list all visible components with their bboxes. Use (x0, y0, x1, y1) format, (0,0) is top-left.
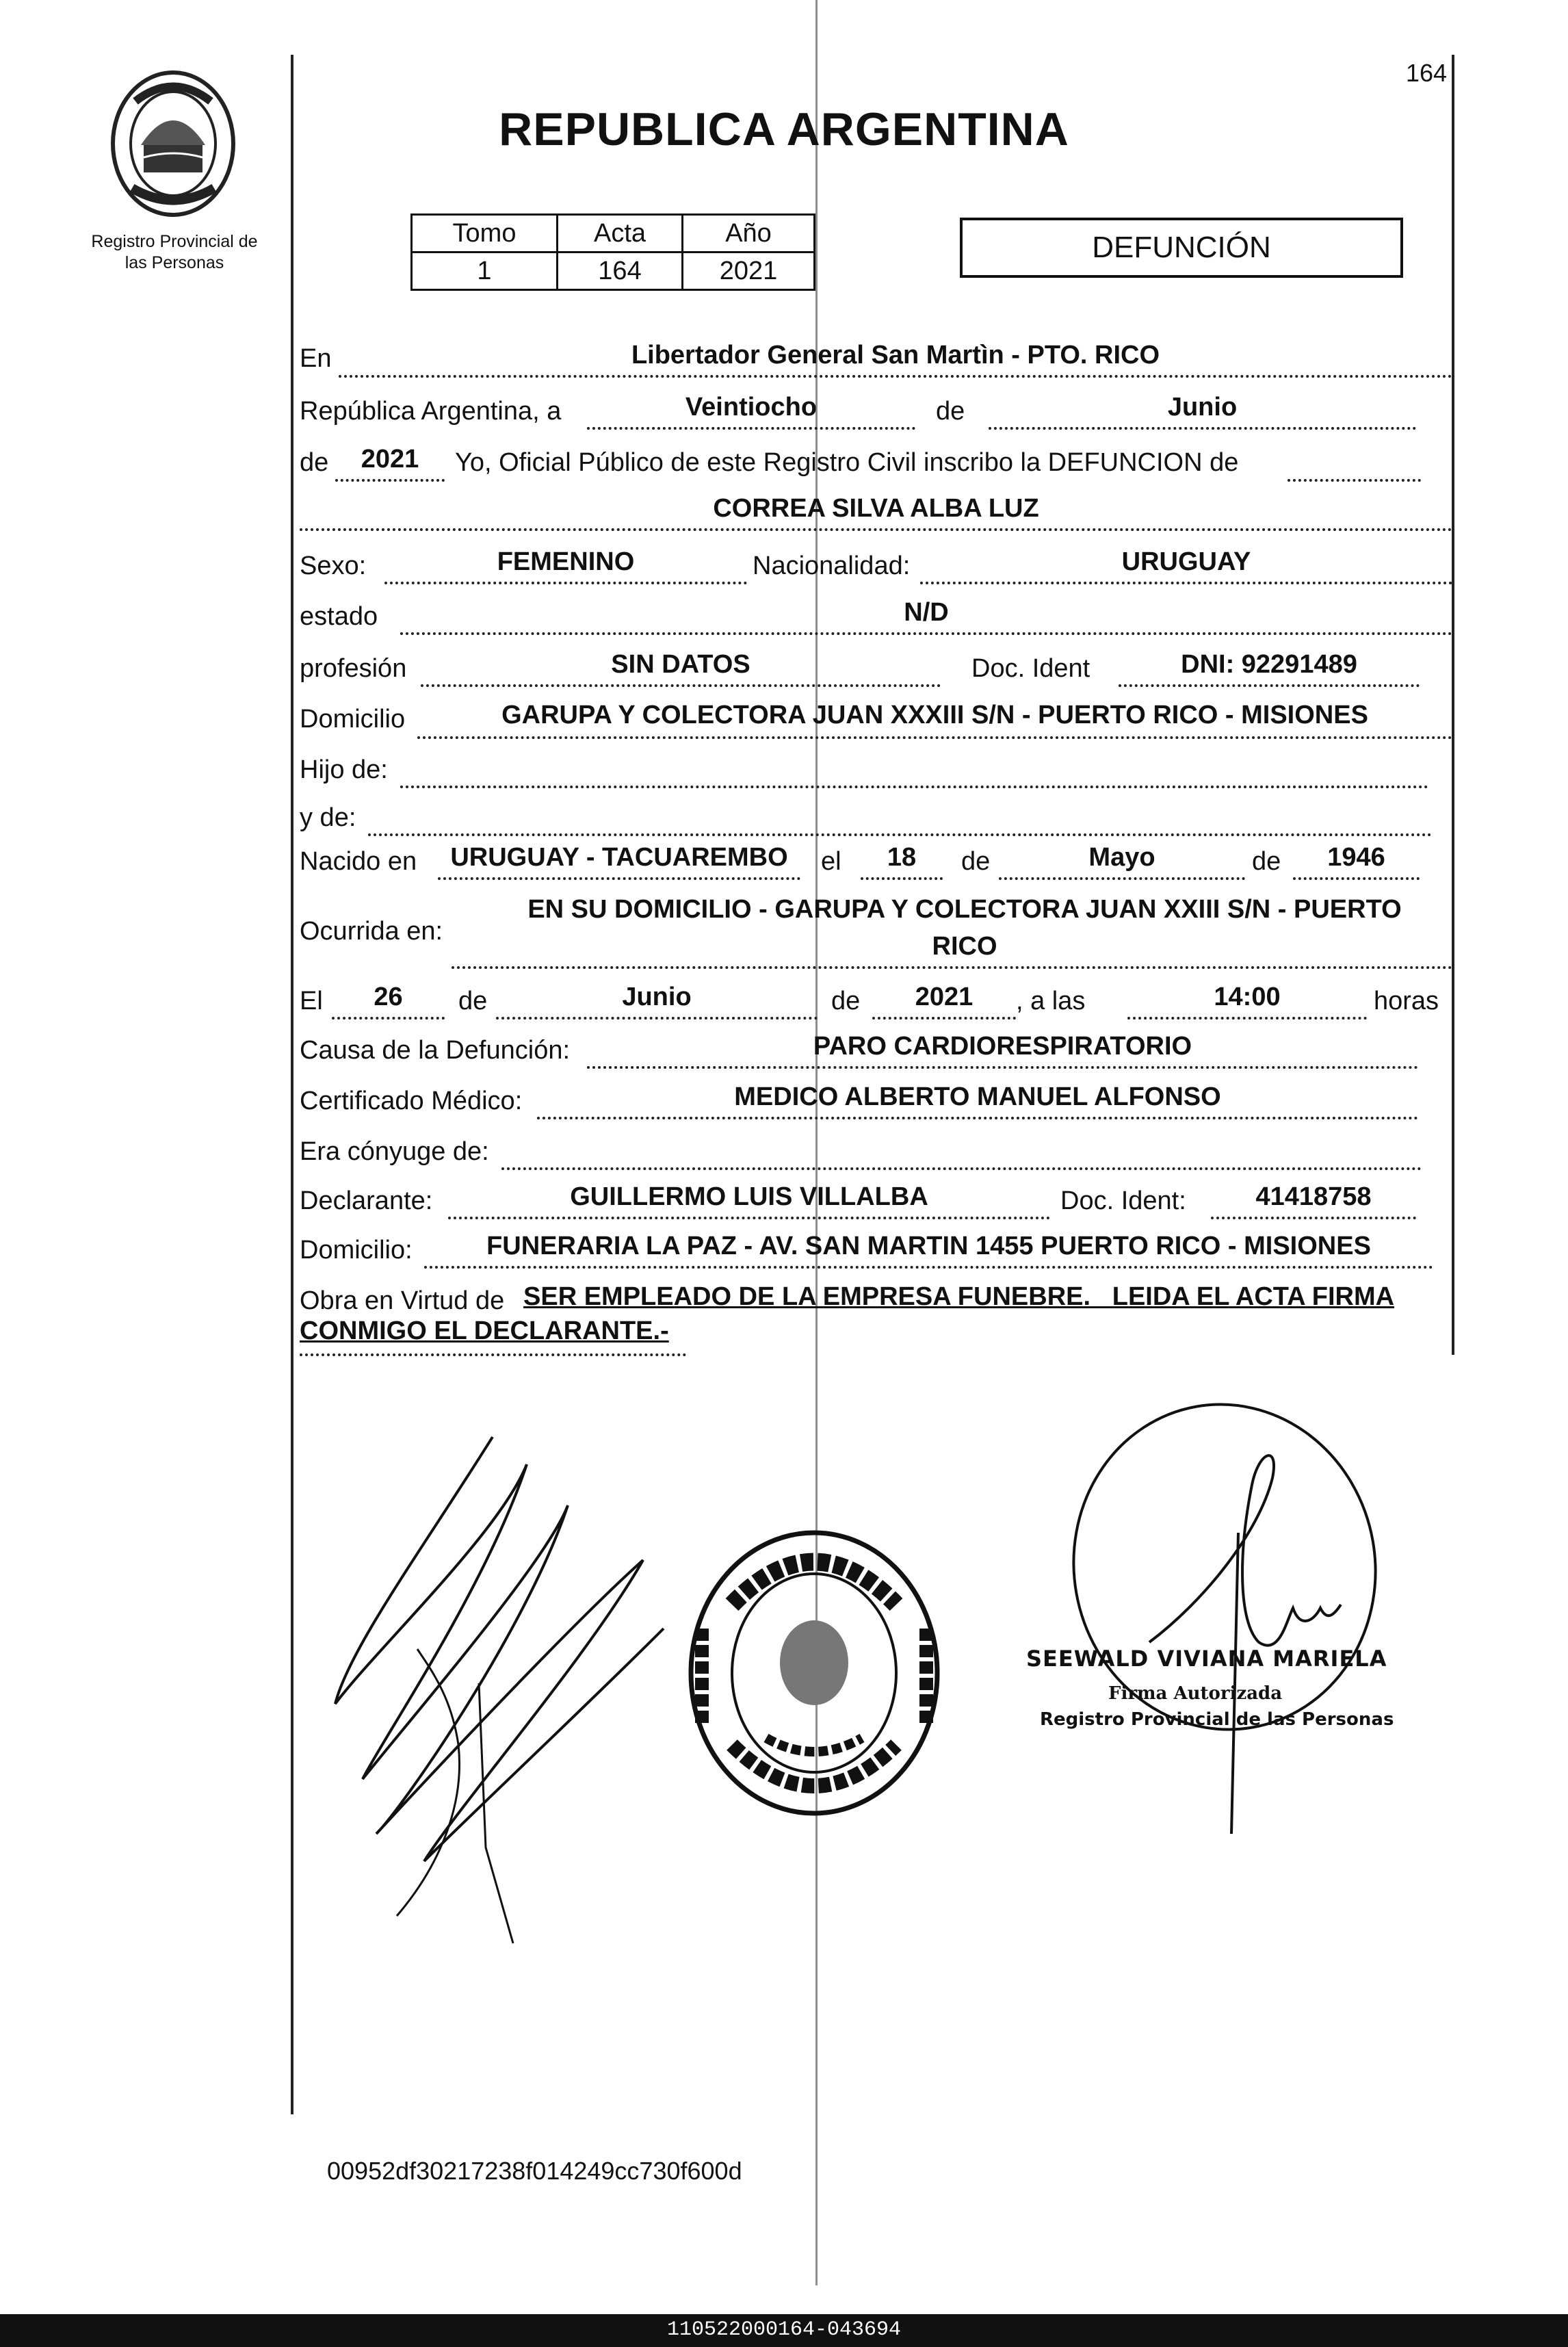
born-place-value: URUGUAY - TACUAREMBO (450, 843, 788, 872)
certificate-label: Certificado Médico: (300, 1087, 523, 1115)
value-ano: 2021 (683, 252, 815, 290)
cause-label: Causa de la Defunción: (300, 1036, 571, 1065)
sex-label: Sexo: (300, 552, 367, 580)
doc-value: DNI: 92291489 (1181, 650, 1357, 679)
day-line (587, 427, 915, 430)
record-type-box: DEFUNCIÓN (960, 218, 1403, 278)
birth-day-value: 18 (887, 843, 917, 872)
acts-line1: SER EMPLEADO DE LA EMPRESA FUNEBRE._ LEIDA EL ACTA FIRMA (523, 1282, 1395, 1311)
header-ano: Año (683, 215, 815, 252)
certificate-line (537, 1117, 1418, 1119)
nationality-value: URUGUAY (1121, 547, 1251, 576)
death-time-line (1127, 1017, 1367, 1020)
date-el-label: El (300, 987, 323, 1015)
address-line (417, 736, 1452, 739)
document-hash: 00952df30217238f014249cc730f600d (327, 2157, 742, 2185)
en-label: En (300, 344, 332, 373)
profession-line (421, 684, 941, 687)
birth-month-value: Mayo (1088, 843, 1155, 872)
born-label: Nacido en (300, 847, 417, 876)
birth-year-value: 1946 (1327, 843, 1385, 872)
el-label: el (821, 847, 841, 876)
official-name: SEEWALD VIVIANA MARIELA (1026, 1646, 1387, 1672)
registry-name-line2: las Personas (125, 253, 224, 272)
declarant-address-line (424, 1266, 1433, 1269)
record-table-header-row (412, 215, 815, 252)
acts-line (300, 1353, 686, 1356)
profession-label: profesión (300, 654, 407, 683)
registry-name-line1: Registro Provincial de (91, 232, 258, 251)
declarant-label: Declarante: (300, 1187, 433, 1215)
declarant-address-label: Domicilio: (300, 1236, 413, 1265)
child-of-label: Hijo de: (300, 755, 388, 784)
inscribe-line (1288, 479, 1421, 482)
birth-de1-label: de (961, 847, 991, 876)
page-number: 164 (1406, 59, 1448, 87)
deceased-name-line (300, 528, 1452, 531)
nationality-line (920, 582, 1452, 584)
doc-label: Doc. Ident (971, 654, 1090, 683)
header-acta: Acta (558, 215, 683, 252)
record-table-value-row (412, 252, 815, 290)
address-label: Domicilio (300, 705, 406, 734)
declarant-doc-value: 41418758 (1255, 1182, 1372, 1211)
header-tomo: Tomo (412, 215, 558, 252)
at-label: , a las (1016, 987, 1086, 1015)
marital-line (400, 632, 1452, 635)
year-value: 2021 (361, 445, 419, 474)
death-month-value: Junio (622, 983, 692, 1011)
registry-name (75, 231, 274, 274)
marital-value: N/D (904, 598, 949, 627)
declarant-address-value: FUNERARIA LA PAZ - AV. SAN MARTIN 1455 PUERTO RICO - MISIONES (486, 1232, 1371, 1260)
birth-de2-label: de (1252, 847, 1281, 876)
value-tomo: 1 (412, 252, 558, 290)
hours-label: horas (1374, 987, 1439, 1015)
doc-line (1119, 684, 1420, 687)
occurred-line1: EN SU DOMICILIO - GARUPA Y COLECTORA JUAN XXIII S/N - PUERTO (527, 895, 1402, 924)
de-label: de (936, 397, 965, 426)
occurred-line2: RICO (932, 932, 997, 961)
occurred-line (452, 966, 1452, 969)
death-day-value: 26 (374, 983, 403, 1011)
spouse-label: Era cónyuge de: (300, 1137, 489, 1166)
cause-value: PARO CARDIORESPIRATORIO (813, 1032, 1192, 1061)
cause-line (587, 1066, 1418, 1069)
value-acta: 164 (558, 252, 683, 290)
day-text: Veintiocho (685, 393, 818, 422)
registry-stamp-icon (684, 1526, 944, 1820)
page-title: REPUBLICA ARGENTINA (499, 103, 1069, 155)
and-of-line (368, 833, 1432, 836)
place-line (339, 375, 1452, 378)
address-value: GARUPA Y COLECTORA JUAN XXXIII S/N - PUERTO RICO - MISIONES (501, 701, 1368, 729)
death-day-line (332, 1017, 445, 1020)
birth-day-line (861, 877, 943, 880)
document-code: 110522000164-043694 (666, 2318, 902, 2342)
death-time-value: 14:00 (1214, 983, 1281, 1011)
declarant-value: GUILLERMO LUIS VILLALBA (570, 1182, 928, 1211)
sex-line (384, 582, 747, 584)
and-of-label: y de: (300, 803, 356, 832)
acts-line2: CONMIGO EL DECLARANTE.- (300, 1317, 669, 1345)
child-of-line (400, 786, 1428, 788)
year-prefix-label: de (300, 448, 329, 477)
country-label: República Argentina, a (300, 397, 562, 426)
sex-value: FEMENINO (497, 547, 635, 576)
declarant-doc-label: Doc. Ident: (1060, 1187, 1186, 1215)
death-year-line (872, 1017, 1016, 1020)
month-line (989, 427, 1416, 430)
nationality-label: Nacionalidad: (753, 552, 911, 580)
birth-year-line (1293, 877, 1420, 880)
death-month-line (496, 1017, 818, 1020)
official-signature-icon (1054, 1396, 1382, 1875)
born-place-line (438, 877, 800, 880)
certificate-value: MEDICO ALBERTO MANUEL ALFONSO (734, 1082, 1221, 1111)
death-de2-label: de (831, 987, 861, 1015)
record-table (410, 213, 815, 291)
official-role: Firma Autorizada (1108, 1683, 1283, 1704)
official-office: Registro Provincial de las Personas (1040, 1709, 1394, 1730)
occurred-label: Ocurrida en: (300, 917, 443, 946)
marital-label: estado (300, 602, 378, 631)
profession-value: SIN DATOS (611, 650, 750, 679)
death-de1-label: de (458, 987, 488, 1015)
declarant-line (448, 1217, 1050, 1219)
declarant-signature-icon (322, 1423, 691, 1957)
birth-month-line (999, 877, 1245, 880)
place-value: Libertador General San Martìn - PTO. RICO (631, 341, 1160, 369)
declarant-doc-line (1211, 1217, 1416, 1219)
spouse-line (501, 1167, 1422, 1170)
inscribe-text: Yo, Oficial Público de este Registro Civil inscribo la DEFUNCION de (455, 448, 1239, 477)
left-margin-line (291, 55, 293, 2114)
death-year-value: 2021 (915, 983, 974, 1011)
acts-label: Obra en Virtud de (300, 1286, 505, 1315)
year-line (335, 479, 445, 482)
month-text: Junio (1167, 393, 1238, 422)
deceased-name: CORREA SILVA ALBA LUZ (713, 494, 1039, 523)
